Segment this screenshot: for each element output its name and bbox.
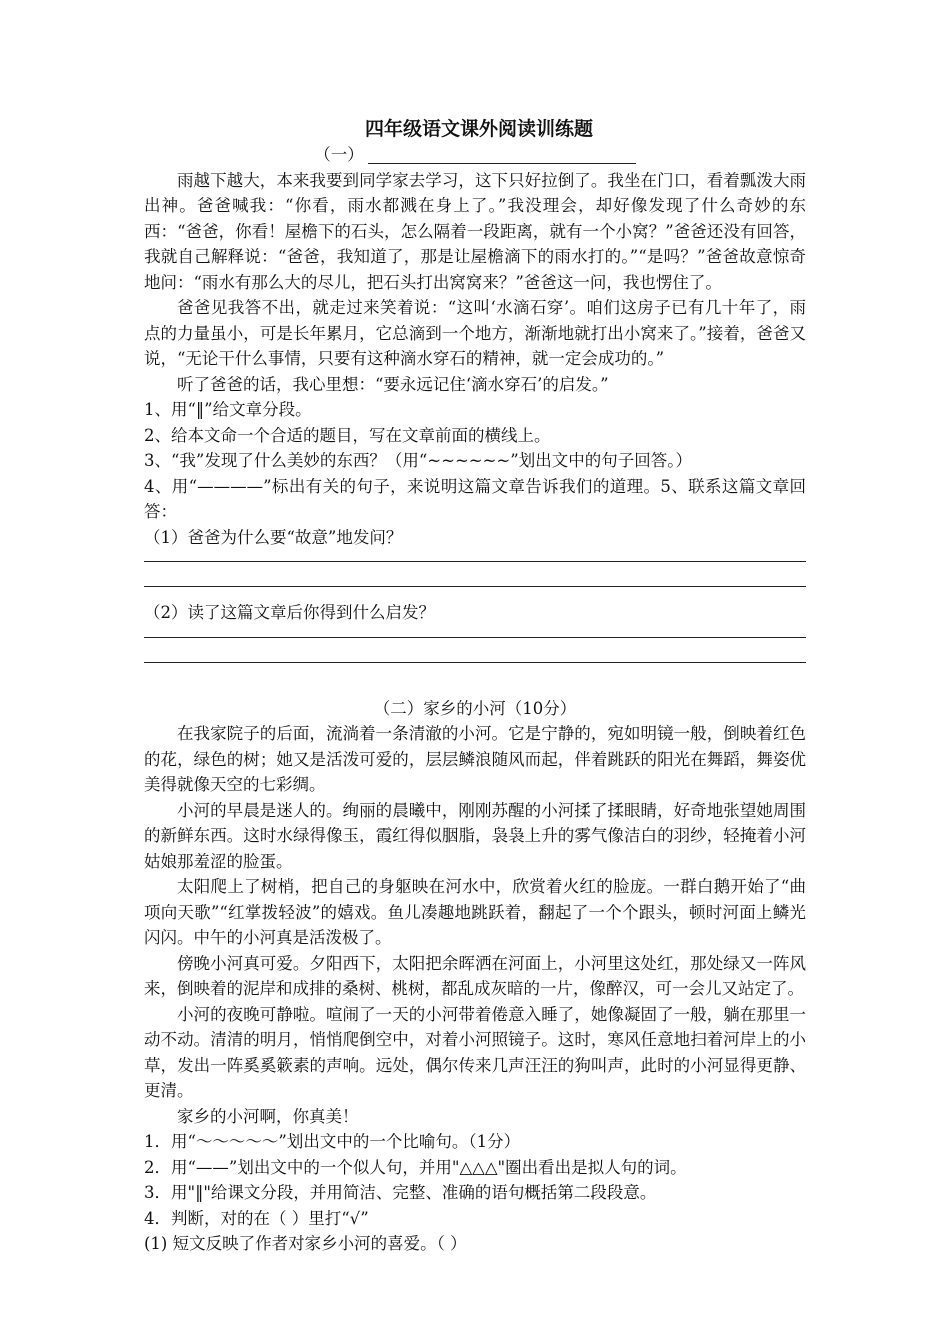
section2-question-4-item-1: (1) 短文反映了作者对家乡小河的喜爱。（ ）: [144, 1234, 467, 1253]
answer-line-4[interactable]: [144, 651, 806, 663]
answer-line-2[interactable]: [144, 575, 806, 587]
section2-question-1: 1．用“～～～～～”划出文中的一个比喻句。（1分）: [144, 1132, 521, 1151]
answer-line-1[interactable]: [144, 550, 806, 562]
section2-paragraph-3: 太阳爬上了树梢，把自己的身躯映在河水中，欣赏着火红的脸庞。一群白鹅开始了“曲项向天歌”“红掌拨轻波”的嬉戏。鱼儿凑趣地跳跃着，翻起了一个个跟头，顿时河面上鳞光闪闪。中午的小河真是活泼极了。: [144, 877, 806, 947]
section2-paragraph-1: 在我家院子的后面，流淌着一条清澈的小河。它是宁静的，宛如明镜一般，倒映着红色的花，绿色的树；她又是活泼可爱的，层层鳞浪随风而起，伴着跳跃的阳光在舞蹈，舞姿优美得就像天空的七彩绸。: [144, 724, 806, 794]
section1-label: （一）: [314, 145, 364, 164]
section-spacer: [144, 676, 806, 696]
section2-paragraph-2: 小河的早晨是迷人的。绚丽的晨曦中，刚刚苏醒的小河揉了揉眼睛，好奇地张望她周围的新鲜东西。这时水绿得像玉，霞红得似胭脂，袅袅上升的雾气像洁白的羽纱，轻掩着小河姑娘那羞涩的脸蛋。: [144, 800, 806, 871]
section1-paragraph-3: 听了爸爸的话，我心里想：“要永远记住‘滴水穿石’的启发。”: [177, 374, 609, 394]
section2-question-3: 3．用"‖"给课文分段，并用简洁、完整、准确的语句概括第二段段意。: [144, 1183, 657, 1202]
section2-question-4: 4．判断，对的在（ ）里打“√”: [144, 1208, 369, 1228]
document-title: 四年级语文课外阅读训练题: [364, 118, 593, 140]
section1-heading: [144, 142, 806, 168]
document-page: [144, 116, 806, 1257]
section1-subquestion-1: （1）爸爸为什么要“故意”地发问？: [144, 527, 403, 547]
section1-question-3: 3、“我”发现了什么美妙的东西？（用“~~~~~~”划出文中的句子回答。）: [144, 451, 692, 470]
section1-question-1: 1、用“‖”给文章分段。: [144, 400, 312, 419]
section1-paragraph-1: 雨越下越大，本来我要到同学家去学习，这下只好拉倒了。我坐在门口，看着瓢泼大雨出神。爸爸喊我：“你看，雨水都溅在身上了。”我没理会，却好像发现了什么奇妙的东西：“爸爸，你看！屋檐下的石头，怎么隔着一段距离，就有一个小窝？”爸爸还没有回答，我就自己解释说：“爸爸，我知道了，那是让屋檐滴下的雨水打的。”“是吗？”爸爸故意惊奇地问：“雨水有那么大的尽儿，把石头打出窝窝来？”爸爸这一问，我也愣住了。: [144, 170, 806, 292]
section1-question-4: 4、用“————”标出有关的句子，来说明这篇文章告诉我们的道理。5、联系这篇文章回答：: [144, 476, 806, 521]
section2-paragraph-5: 小河的夜晚可静啦。喧闹了一天的小河带着倦意入睡了，她像凝固了一般，躺在那里一动不动。清清的明月，悄悄爬倒空中，对着小河照镜子。这时，寒风任意地扫着河岸上的小草，发出一阵奚奚簌素的声响。远处，偶尔传来几声汪汪的狗叫声，此时的小河显得更静、更清。: [144, 1004, 806, 1100]
section1-paragraph-2: 爸爸见我答不出，就走过来笑着说：“这叫‘水滴石穿’。咱们这房子已有几十年了，雨点的力量虽小，可是长年累月，它总滴到一个地方，渐渐地就打出小窝来了。”接着，爸爸又说，“无论干什么事情，只要有这种滴水穿石的精神，就一定会成功的。”: [144, 298, 806, 368]
section2-heading: （二）家乡的小河（10分）: [373, 698, 577, 718]
answer-line-3[interactable]: [144, 626, 806, 638]
section1-question-2: 2、给本文命一个合适的题目，写在文章前面的横线上。: [144, 425, 551, 445]
section2-paragraph-4: 傍晚小河真可爱。夕阳西下，太阳把余晖洒在河面上，小河里这处红，那处绿又一阵风来，倒映着的泥岸和成排的桑树、桃树，都乱成灰暗的一片，像醉汉，可一会儿又站定了。: [144, 953, 806, 998]
title-blank-line[interactable]: [368, 143, 636, 164]
section1-subquestion-2: （2）读了这篇文章后你得到什么启发？: [144, 603, 435, 622]
section2-question-2: 2．用“——”划出文中的一个似人句，并用"△△△"圈出看出是拟人句的词。: [144, 1157, 687, 1177]
section2-paragraph-6: 家乡的小河啊，你真美！: [177, 1106, 359, 1126]
